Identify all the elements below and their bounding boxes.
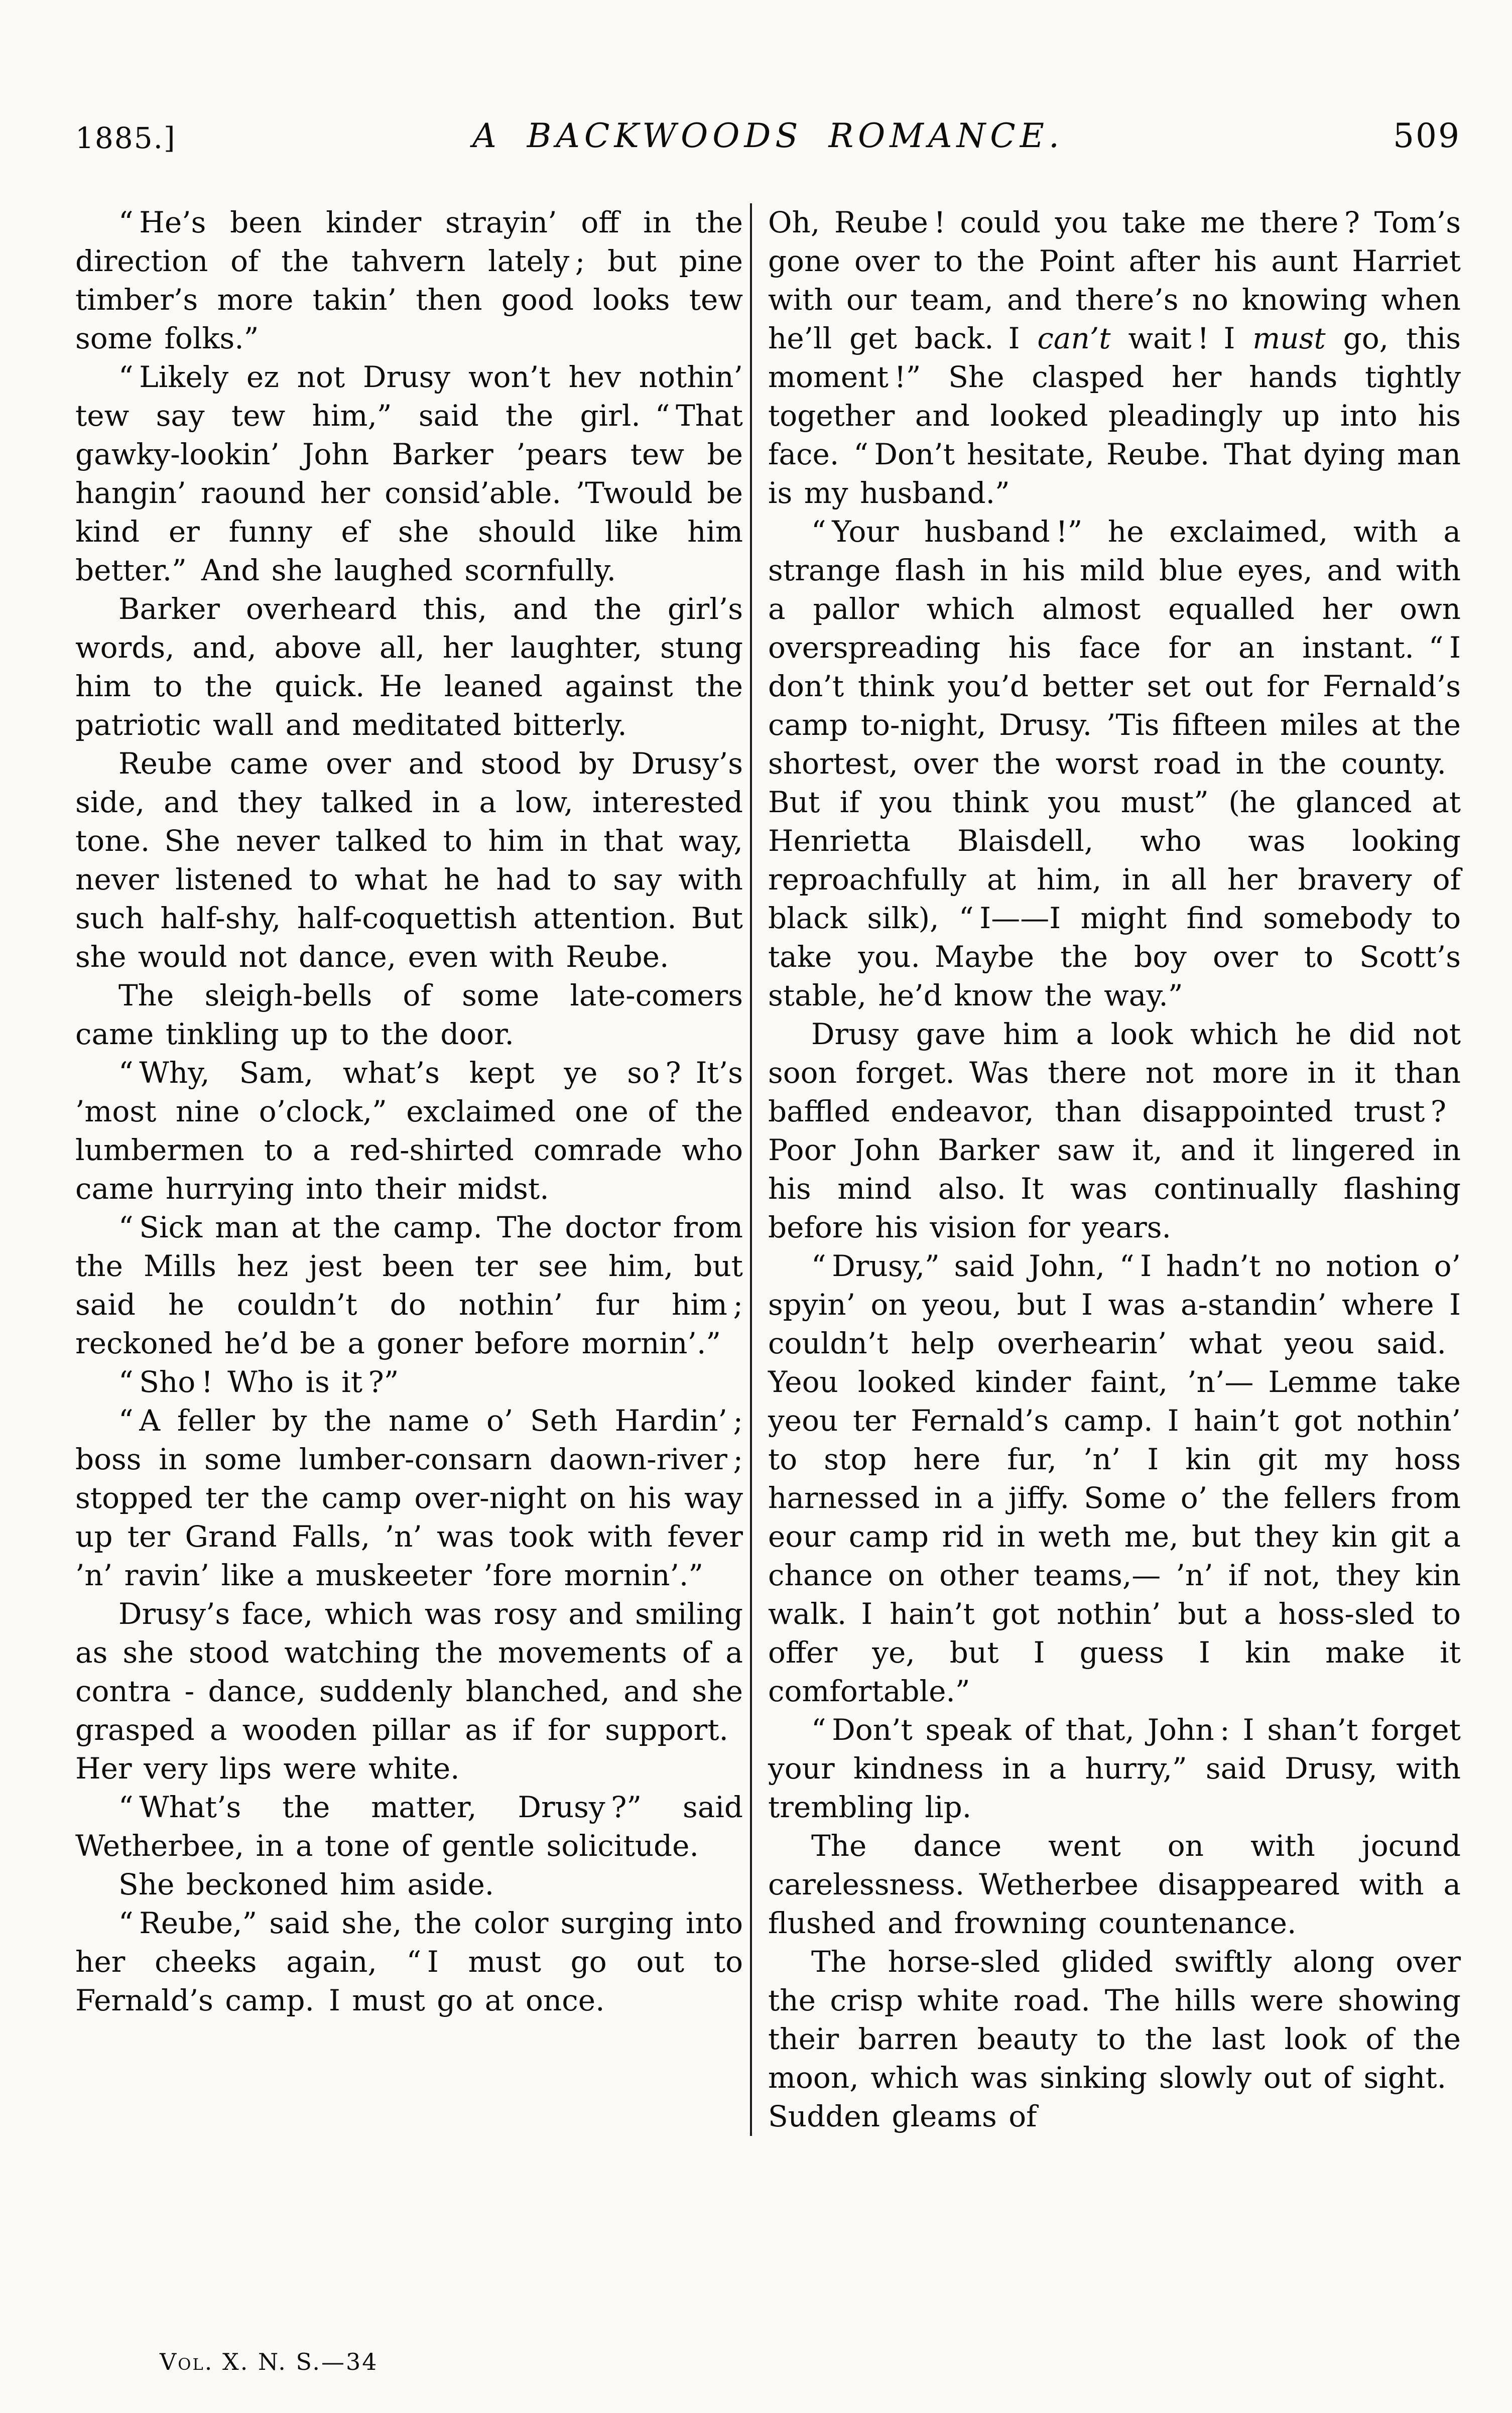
- paragraph: “ Sick man at the camp. The doctor from the Mills hez jest been ter see him, but said he couldn’t do nothin’ fur him ; reckoned he’d be a goner before mornin’.”: [75, 1210, 743, 1360]
- paragraph: “ Don’t speak of that, John : I shan’t forget your kindness in a hurry,” said Drusy, with trembling lip.: [768, 1713, 1461, 1824]
- paragraph: “ Reube,” said she, the color surging into her cheeks again, “ I must go out to Fernald’s camp. I must go at once.: [75, 1906, 743, 2017]
- paragraph: “ A feller by the name o’ Seth Hardin’ ; boss in some lumber-consarn daown-river ; stopped ter the camp over-night on his way up ter Grand Falls, ’n’ was took with fever ’n’ ravin’ like a muskeeter ’fore mornin’.”: [75, 1404, 743, 1592]
- right-column: [768, 203, 1461, 2136]
- paragraph: The dance went on with jocund carelessness. Wetherbee disappeared with a flushed and frowning countenance.: [768, 1829, 1461, 1940]
- paragraph: Reube came over and stood by Drusy’s side, and they talked in a low, interested tone. She never talked to him in that way, never listened to what he had to say with such half-shy, half-coquettish attention. But she would not dance, even with Reube.: [75, 746, 743, 974]
- paragraph: Drusy’s face, which was rosy and smiling as she stood watching the movements of a contra - dance, suddenly blanched, and she grasped a wooden pillar as if for support. Her very lips were white.: [75, 1597, 743, 1786]
- column-divider-rule: [750, 203, 752, 2136]
- paragraph: “ He’s been kinder strayin’ off in the direction of the tahvern lately ; but pine timber’s more takin’ then good looks tew some folks.”: [75, 205, 743, 355]
- volume-signature-line: Vol. X. N. S.—34: [160, 2348, 379, 2375]
- text-columns: [75, 203, 1461, 2136]
- paragraph: Drusy gave him a look which he did not soon forget. Was there not more in it than baffled endeavor, than disappointed trust ? Poor John Barker saw it, and it lingered in his mind also. It was continually flashing before his vision for years.: [768, 1017, 1461, 1244]
- paragraph: “ Likely ez not Drusy won’t hev nothin’ tew say tew him,” said the girl. “ That gawky-lookin’ John Barker ’pears tew be hangin’ raound her consid’able. ’Twould be kind er funny ef she should like him better.” And she laughed scornfully.: [75, 360, 743, 587]
- paragraph: Oh, Reube ! could you take me there ? Tom’s gone over to the Point after his aunt Harriet with our team, and there’s no knowing when he’ll get back. I can’t wait ! I must go, this moment !” She clasped her hands tightly together and looked pleadingly up into his face. “ Don’t hesitate, Reube. That dying man is my husband.”: [768, 205, 1461, 510]
- header-page-number: 509: [1393, 116, 1461, 155]
- paragraph: “ Drusy,” said John, “ I hadn’t no notion o’ spyin’ on yeou, but I was a-standin’ where I couldn’t help overhearin’ what yeou said. Yeou looked kinder faint, ’n’— Lemme take yeou ter Fernald’s camp. I hain’t got nothin’ to stop here fur, ’n’ I kin git my hoss harnessed in a jiffy. Some o’ the fellers from eour camp rid in weth me, but they kin git a chance on other teams,— ’n’ if not, they kin walk. I hain’t got nothin’ but a hoss-sled to offer ye, but I guess I kin make it comfortable.”: [768, 1249, 1461, 1708]
- paragraph: Barker overheard this, and the girl’s words, and, above all, her laughter, stung him to the quick. He leaned against the patriotic wall and meditated bitterly.: [75, 592, 743, 742]
- header-year: 1885.]: [75, 121, 176, 155]
- page-title: A BACKWOODS ROMANCE.: [472, 116, 1064, 155]
- paragraph: “ What’s the matter, Drusy ?” said Wetherbee, in a tone of gentle solicitude.: [75, 1790, 743, 1863]
- paragraph: The sleigh-bells of some late-comers came tinkling up to the door.: [75, 978, 743, 1051]
- paragraph: She beckoned him aside.: [118, 1867, 494, 1901]
- left-column: [75, 203, 743, 2136]
- paragraph: “ Sho ! Who is it ?”: [118, 1365, 399, 1399]
- paragraph: “ Why, Sam, what’s kept ye so ? It’s ’most nine o’clock,” exclaimed one of the lumbermen to a red-shirted comrade who came hurrying into their midst.: [75, 1056, 743, 1206]
- paragraph: “ Your husband !” he exclaimed, with a strange flash in his mild blue eyes, and with a pallor which almost equalled her own overspreading his face for an instant. “ I don’t think you’d better set out for Fernald’s camp to-night, Drusy. ’Tis fifteen miles at the shortest, over the worst road in the county. But if you think you must” (he glanced at Henrietta Blaisdell, who was looking reproachfully at him, in all her bravery of black silk), “ I——I might find somebody to take you. Maybe the boy over to Scott’s stable, he’d know the way.”: [768, 515, 1461, 1012]
- paragraph: The horse-sled glided swiftly along over the crisp white road. The hills were showing their barren beauty to the last look of the moon, which was sinking slowly out of sight. Sudden gleams of: [768, 1945, 1461, 2133]
- page-header: [75, 116, 1461, 155]
